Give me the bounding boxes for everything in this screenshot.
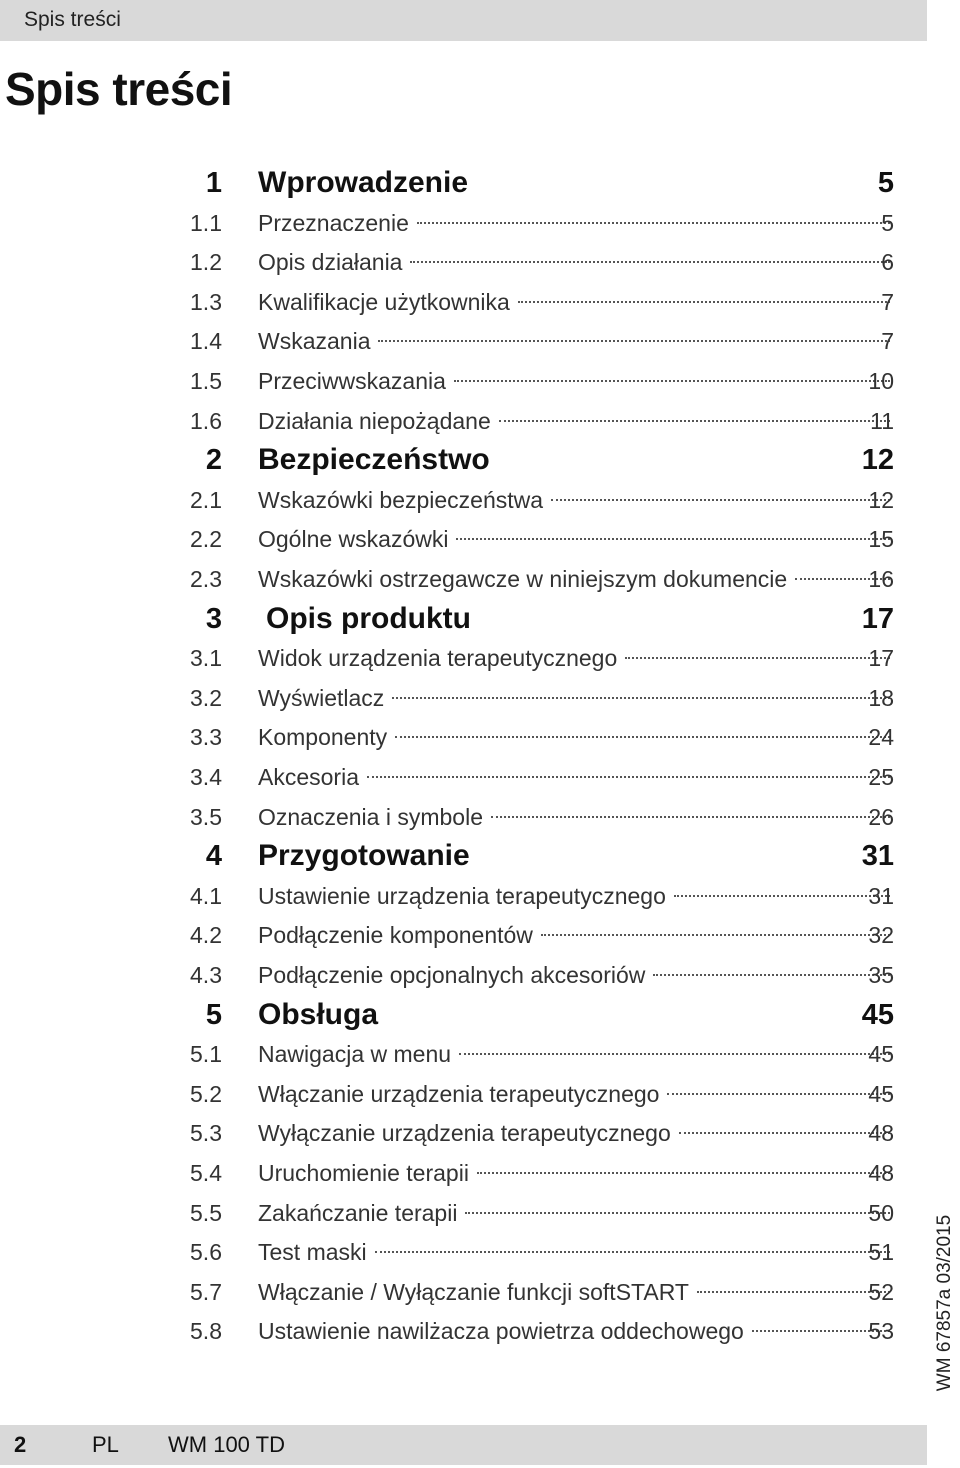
toc-entry-number: 1.3 bbox=[190, 288, 222, 315]
toc-entry-leader bbox=[258, 242, 896, 282]
toc-entry-title: Nawigacja w menu bbox=[258, 1041, 452, 1068]
toc-dot-leader bbox=[410, 260, 890, 263]
toc-entry-number: 1.4 bbox=[190, 328, 222, 355]
toc-dot-leader bbox=[367, 775, 890, 778]
toc-entry-title: Przeznaczenie bbox=[258, 209, 409, 236]
toc-dot-leader bbox=[478, 857, 890, 858]
toc-entry-number: 5.1 bbox=[190, 1041, 222, 1068]
toc-entry-number: 3.3 bbox=[190, 724, 222, 751]
toc-entry-leader bbox=[258, 797, 896, 837]
toc-entry-title: Włączanie / Wyłączanie funkcji softSTART bbox=[258, 1278, 689, 1305]
toc-entry-number: 1.6 bbox=[190, 407, 222, 434]
toc-dot-leader bbox=[392, 696, 890, 699]
footer-bar bbox=[0, 1425, 927, 1465]
toc-entry-title: Kwalifikacje użytkownika bbox=[258, 288, 510, 315]
toc-entry-number: 5 bbox=[205, 998, 222, 1031]
toc-entry-leader bbox=[258, 638, 896, 678]
toc-section-row[interactable] bbox=[0, 242, 930, 282]
toc-section-row[interactable] bbox=[0, 401, 930, 441]
toc-entry-leader bbox=[258, 321, 896, 361]
toc-entry-number: 4 bbox=[205, 840, 222, 873]
toc-section-row[interactable] bbox=[0, 559, 930, 599]
toc-dot-leader bbox=[395, 735, 890, 738]
toc-entry-title: Widok urządzenia terapeutycznego bbox=[258, 645, 618, 672]
toc-entry-page: 5 bbox=[877, 167, 894, 199]
toc-entry-number: 4.3 bbox=[190, 962, 222, 988]
toc-entry-leader bbox=[258, 1074, 896, 1114]
toc-entry-leader bbox=[258, 757, 896, 797]
toc-entry-page: 35 bbox=[868, 962, 894, 988]
toc-dot-leader bbox=[476, 184, 890, 185]
toc-dot-leader bbox=[477, 1171, 890, 1174]
toc-entry-page: 15 bbox=[868, 526, 894, 553]
toc-entry-leader bbox=[258, 1311, 896, 1351]
toc-entry-page: 7 bbox=[881, 328, 894, 355]
toc-entry-leader bbox=[258, 1113, 896, 1153]
toc-entry-number: 4.1 bbox=[190, 882, 222, 909]
toc-entry-title: Opis działania bbox=[258, 249, 403, 276]
toc-entry-title: Opis produktu bbox=[266, 601, 471, 635]
toc-entry-leader bbox=[258, 1153, 896, 1193]
toc-entry-page: 6 bbox=[881, 249, 894, 276]
toc-entry-page: 52 bbox=[868, 1278, 894, 1305]
toc-entry-page: 17 bbox=[868, 645, 894, 672]
toc-dot-leader bbox=[386, 1016, 890, 1017]
toc-dot-leader bbox=[697, 1290, 890, 1293]
toc-entry-page: 7 bbox=[881, 288, 894, 315]
toc-dot-leader bbox=[378, 339, 890, 342]
page-title: Spis treści bbox=[5, 63, 233, 115]
toc-entry-page: 45 bbox=[868, 1041, 894, 1068]
toc-entry-leader bbox=[258, 401, 896, 441]
toc-section-row[interactable] bbox=[0, 1311, 930, 1351]
toc-entry-page: 5 bbox=[881, 209, 894, 236]
toc-section-row[interactable] bbox=[0, 1232, 930, 1272]
toc-entry-title: Przeciwwskazania bbox=[258, 368, 446, 394]
toc-entry-number: 5.5 bbox=[190, 1199, 222, 1226]
toc-entry-page: 18 bbox=[868, 684, 894, 711]
toc-entry-title: Ogólne wskazówki bbox=[258, 526, 449, 553]
toc-entry-page: 31 bbox=[868, 882, 894, 909]
toc-entry-leader bbox=[258, 282, 896, 322]
toc-entry-title: Ustawienie nawilżacza powietrza oddechowego bbox=[258, 1318, 744, 1345]
toc-section-row[interactable] bbox=[0, 1034, 930, 1074]
toc-entry-title: Ustawienie urządzenia terapeutycznego bbox=[258, 882, 666, 909]
header-bar bbox=[0, 0, 927, 41]
toc-entry-leader bbox=[258, 559, 896, 599]
toc-entry-leader bbox=[258, 440, 896, 480]
toc-section-row[interactable] bbox=[0, 717, 930, 757]
toc-dot-leader bbox=[417, 221, 890, 224]
toc-entry-number: 4.2 bbox=[190, 922, 222, 949]
toc-entry-title: Wskazania bbox=[258, 328, 371, 355]
footer-page-number: 2 bbox=[14, 1432, 27, 1457]
toc-entry-title: Komponenty bbox=[258, 724, 388, 751]
toc-dot-leader bbox=[454, 379, 890, 382]
toc-entry-title: Akcesoria bbox=[258, 764, 359, 790]
toc-entry-page: 17 bbox=[861, 602, 894, 635]
toc-entry-title: Obsługa bbox=[258, 997, 379, 1031]
toc-entry-leader bbox=[258, 1193, 896, 1233]
toc-entry-title: Zakańczanie terapii bbox=[258, 1199, 458, 1226]
toc-entry-number: 5.7 bbox=[190, 1278, 222, 1305]
toc-section-row[interactable] bbox=[0, 1074, 930, 1114]
document-code bbox=[930, 1216, 960, 1390]
toc-entry-leader bbox=[258, 678, 896, 718]
toc-entry-title: Oznaczenia i symbole bbox=[258, 803, 483, 830]
toc-entry-page: 12 bbox=[868, 486, 894, 513]
toc-entry-leader bbox=[258, 717, 896, 757]
toc-entry-page: 11 bbox=[870, 407, 894, 434]
toc-entry-title: Wyświetlacz bbox=[258, 684, 385, 711]
toc-entry-page: 45 bbox=[868, 1080, 894, 1107]
toc-dot-leader bbox=[456, 537, 890, 540]
toc-entry-title: Uruchomienie terapii bbox=[258, 1160, 469, 1186]
toc-entry-page: 32 bbox=[868, 922, 894, 949]
toc-section-row[interactable] bbox=[0, 480, 930, 520]
toc-dot-leader bbox=[479, 620, 890, 621]
toc-entry-title: Włączanie urządzenia terapeutycznego bbox=[258, 1080, 660, 1107]
toc-entry-title: Test maski bbox=[258, 1239, 367, 1266]
toc-entry-number: 2.1 bbox=[190, 486, 222, 513]
toc-entry-number: 3.4 bbox=[190, 764, 222, 790]
toc-entry-page: 31 bbox=[861, 840, 894, 873]
toc-entry-number: 1 bbox=[205, 167, 222, 199]
toc-chapter-row[interactable] bbox=[0, 995, 930, 1035]
toc-section-row[interactable] bbox=[0, 915, 930, 955]
toc-entry-page: 25 bbox=[868, 764, 894, 790]
toc-entry-number: 3.1 bbox=[190, 645, 222, 672]
toc-entry-title: Przygotowanie bbox=[258, 839, 470, 873]
toc-section-row[interactable] bbox=[0, 955, 930, 995]
toc-entry-number: 5.8 bbox=[190, 1318, 222, 1345]
toc-entry-number: 5.6 bbox=[190, 1239, 222, 1266]
toc-dot-leader bbox=[375, 1250, 890, 1253]
toc-entry-title: Podłączenie opcjonalnych akcesoriów bbox=[258, 962, 646, 988]
toc-entry-page: 48 bbox=[868, 1120, 894, 1147]
toc-section-row[interactable] bbox=[0, 519, 930, 559]
document-code-text: WM 67857a 03/2015 bbox=[934, 1214, 955, 1392]
toc-entry-title: Wskazówki bezpieczeństwa bbox=[258, 486, 544, 513]
toc-section-row[interactable] bbox=[0, 797, 930, 837]
toc-entry-leader bbox=[258, 599, 896, 639]
toc-entry-leader bbox=[258, 203, 896, 243]
toc-entry-number: 5.2 bbox=[190, 1080, 222, 1107]
toc-entry-page: 45 bbox=[861, 998, 894, 1031]
toc-dot-leader bbox=[498, 461, 890, 462]
toc-dot-leader bbox=[679, 1131, 890, 1134]
toc-entry-leader bbox=[258, 519, 896, 559]
toc-dot-leader bbox=[551, 498, 890, 501]
toc-entry-number: 1.5 bbox=[190, 368, 222, 394]
toc-entry-page: 53 bbox=[868, 1318, 894, 1345]
toc-entry-page: 50 bbox=[868, 1199, 894, 1226]
toc-entry-leader bbox=[258, 915, 896, 955]
toc-entry-number: 2 bbox=[205, 444, 222, 477]
toc-entry-leader bbox=[258, 163, 896, 203]
toc-section-row[interactable] bbox=[0, 1113, 930, 1153]
toc-entry-number: 5.4 bbox=[190, 1160, 222, 1186]
toc-entry-leader bbox=[258, 876, 896, 916]
toc-entry-page: 48 bbox=[868, 1160, 894, 1186]
toc-entry-title: Wyłączanie urządzenia terapeutycznego bbox=[258, 1120, 671, 1147]
toc-section-row[interactable] bbox=[0, 1153, 930, 1193]
toc-chapter-row[interactable] bbox=[0, 836, 930, 876]
toc-dot-leader bbox=[491, 815, 890, 818]
toc-entry-leader bbox=[258, 1272, 896, 1312]
footer-model: WM 100 TD bbox=[168, 1432, 285, 1457]
toc-dot-leader bbox=[541, 933, 890, 936]
toc-entry-leader bbox=[258, 836, 896, 876]
toc-section-row[interactable] bbox=[0, 361, 930, 401]
toc-entry-title: Wprowadzenie bbox=[258, 166, 469, 199]
header-section-label: Spis treści bbox=[24, 8, 121, 31]
toc-entry-title: Wskazówki ostrzegawcze w niniejszym dokumencie bbox=[258, 566, 788, 592]
toc-entry-leader bbox=[258, 361, 896, 401]
toc-entry-leader bbox=[258, 1034, 896, 1074]
toc-entry-leader bbox=[258, 955, 896, 995]
toc-entry-number: 2.3 bbox=[190, 566, 222, 592]
toc-section-row[interactable] bbox=[0, 678, 930, 718]
toc-entry-number: 3.2 bbox=[190, 684, 222, 711]
toc-dot-leader bbox=[674, 894, 890, 897]
toc-entry-page: 24 bbox=[868, 724, 894, 751]
toc-dot-leader bbox=[465, 1211, 890, 1214]
toc-chapter-row[interactable] bbox=[0, 163, 930, 203]
toc-entry-title: Działania niepożądane bbox=[258, 407, 491, 434]
toc-entry-number: 3.5 bbox=[190, 803, 222, 830]
toc-section-row[interactable] bbox=[0, 321, 930, 361]
toc-entry-leader bbox=[258, 995, 896, 1035]
toc-entry-leader bbox=[258, 480, 896, 520]
toc-chapter-row[interactable] bbox=[0, 440, 930, 480]
toc-entry-page: 16 bbox=[868, 566, 894, 592]
toc-dot-leader bbox=[625, 656, 890, 659]
toc-dot-leader bbox=[653, 973, 890, 976]
toc-entry-title: Podłączenie komponentów bbox=[258, 922, 533, 949]
toc-dot-leader bbox=[459, 1052, 890, 1055]
toc-section-row[interactable] bbox=[0, 757, 930, 797]
toc-entry-number: 2.2 bbox=[190, 526, 222, 553]
toc-entry-page: 51 bbox=[868, 1239, 894, 1266]
toc-dot-leader bbox=[667, 1092, 890, 1095]
footer-language: PL bbox=[92, 1432, 119, 1457]
toc-dot-leader bbox=[499, 419, 890, 422]
toc-section-row[interactable] bbox=[0, 203, 930, 243]
toc-section-row[interactable] bbox=[0, 876, 930, 916]
toc-chapter-row[interactable] bbox=[0, 599, 930, 639]
toc-section-row[interactable] bbox=[0, 1272, 930, 1312]
toc-entry-number: 1.2 bbox=[190, 249, 222, 276]
toc-dot-leader bbox=[518, 300, 890, 303]
toc-section-row[interactable] bbox=[0, 638, 930, 678]
toc-entry-page: 26 bbox=[868, 803, 894, 830]
toc-entry-page: 10 bbox=[868, 368, 894, 394]
toc-section-row[interactable] bbox=[0, 1193, 930, 1233]
toc-entry-title: Bezpieczeństwo bbox=[258, 443, 490, 477]
toc-entry-page: 12 bbox=[861, 444, 894, 477]
toc-entry-number: 5.3 bbox=[190, 1120, 222, 1147]
toc-entry-number: 1.1 bbox=[190, 209, 222, 236]
toc-section-row[interactable] bbox=[0, 282, 930, 322]
toc-entry-number: 3 bbox=[205, 602, 222, 635]
toc-entry-leader bbox=[258, 1232, 896, 1272]
